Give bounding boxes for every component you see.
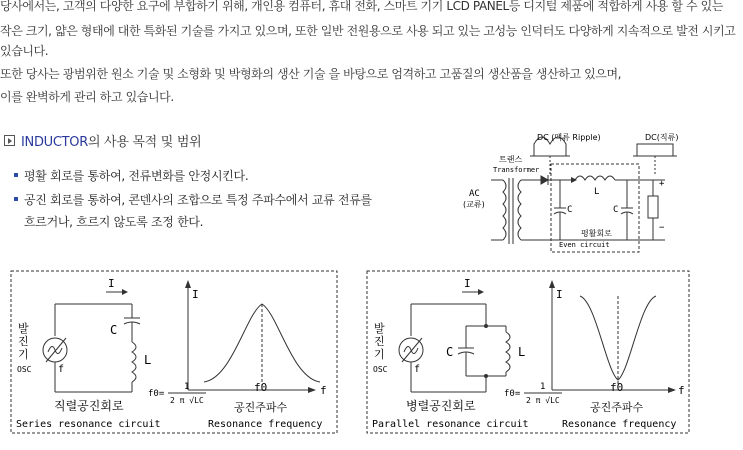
series-f0-label: f0 xyxy=(254,381,268,394)
parallel-osc-kr1: 발 xyxy=(374,322,385,335)
smoothing-circuit-diagram xyxy=(455,128,695,254)
series-title-en: Series resonance circuit xyxy=(16,419,161,430)
series-formula-lhs: f0= xyxy=(148,389,165,399)
ac-label-kr: (교류) xyxy=(463,200,485,209)
series-formula-num: 1 xyxy=(184,382,190,392)
section-title-keyword: INDUCTOR xyxy=(21,135,88,150)
transformer-label-en: Transformer xyxy=(493,166,540,174)
series-current-label: I xyxy=(108,277,115,290)
series-freq-en: Resonance frequency xyxy=(208,419,323,430)
series-axis-f-label: f xyxy=(320,384,327,397)
series-graph-i-label: I xyxy=(192,288,199,301)
parallel-freq-en: Resonance frequency xyxy=(562,419,677,430)
parallel-osc-kr2: 진 xyxy=(374,335,385,348)
parallel-graph-i-label: I xyxy=(556,288,563,301)
dc-waveform xyxy=(637,144,673,156)
parallel-title-en: Parallel resonance circuit xyxy=(372,419,529,430)
parallel-junction-top xyxy=(484,324,488,328)
transformer-label-kr: 트랜스 xyxy=(499,155,523,164)
parallel-x-axis-arrow-icon xyxy=(668,387,676,393)
parallel-f-label: f xyxy=(414,364,421,375)
parallel-osc-kr3: 기 xyxy=(374,348,385,361)
parallel-formula-lhs: f0= xyxy=(504,389,521,399)
parallel-freq-kr: 공진주파수 xyxy=(590,401,644,414)
series-current-arrow-icon xyxy=(122,289,128,295)
dc-label: DC(직류) xyxy=(645,133,679,142)
bullet-dot-icon xyxy=(14,173,18,177)
plus-label: + xyxy=(659,179,665,189)
intro-line-1: 당사에서는, 고객의 다양한 요구에 부합하기 위해, 개인용 컴퓨터, 휴대 전화, 스마트 기기 LCD PANEL등 디지털 제품에 적합하게 사용 할 수 있는 xyxy=(0,0,723,13)
series-osc-kr1: 발 xyxy=(18,322,29,335)
bullet-resonance-cont: 흐르거나, 흐르지 않도록 조정 한다. xyxy=(24,215,204,229)
intro-line-4: 또한 당사는 광범위한 원소 기술 및 소형화 및 박형화의 생산 기술 을 바탕으로 엄격하고 고품질의 생산품을 생산하고 있으며, xyxy=(0,67,622,81)
bullet-smoothing-text: 평활 회로를 통하여, 전류변화를 안정시킨다. xyxy=(24,169,249,183)
ac-label: AC xyxy=(469,189,480,199)
series-y-axis-arrow-icon xyxy=(185,280,191,288)
minus-label: − xyxy=(659,223,665,233)
parallel-current-label: I xyxy=(464,277,471,290)
parallel-l-label: L xyxy=(518,345,526,359)
transformer-primary xyxy=(503,180,506,240)
bullet-smoothing xyxy=(14,167,248,184)
intro-line-2: 작은 크기, 얇은 형태에 대한 특화된 기술를 가지고 있으며, 또한 일반 전원용으로 사용 되고 있는 고성능 인덕터도 다양하게 지속적으로 발전 시키고 xyxy=(0,24,736,38)
series-formula-den: 2 π √LC xyxy=(170,396,204,405)
smoothing-label-kr: 평활회로 xyxy=(581,229,612,238)
transformer-secondary xyxy=(518,180,521,240)
bullet-resonance xyxy=(14,191,372,208)
intro-line-3: 있습니다. xyxy=(0,44,49,58)
c2-label: C xyxy=(613,205,619,215)
parallel-resonance-panel xyxy=(366,270,692,436)
series-osc-kr3: 기 xyxy=(18,348,29,361)
parallel-inductor-coil xyxy=(506,332,510,372)
parallel-osc-label: OSC xyxy=(373,365,388,374)
series-osc-label: OSC xyxy=(17,365,32,374)
arrow-box-icon xyxy=(4,135,15,146)
section-title-rest: 의 사용 목적 및 범위 xyxy=(87,135,202,150)
c1-label: C xyxy=(567,205,573,215)
intro-line-5: 이를 완벽하게 관리 하고 있습니다. xyxy=(0,90,174,104)
series-x-axis-arrow-icon xyxy=(308,387,316,393)
parallel-formula-den: 2 π √LC xyxy=(526,396,560,405)
series-freq-kr: 공진주파수 xyxy=(234,401,288,414)
dc-ripple-label: DC (맥류 Ripple) xyxy=(537,133,601,142)
parallel-y-axis-arrow-icon xyxy=(549,280,555,288)
bullet-dot-icon xyxy=(14,197,18,201)
bullet-resonance-text-1: 공진 회로를 통하여, 콘덴사의 조합으로 특정 주파수에서 교류 전류를 xyxy=(24,193,372,207)
series-inductor-coil xyxy=(132,342,136,382)
parallel-axis-f-label: f xyxy=(678,384,685,397)
inductor-label: L xyxy=(594,187,600,197)
series-title-kr: 직렬공진회로 xyxy=(54,399,124,413)
inductor-coil xyxy=(575,176,615,180)
smoothing-label-en: Even circuit xyxy=(559,241,610,249)
diode-icon xyxy=(541,176,548,184)
parallel-formula-num: 1 xyxy=(540,382,546,392)
parallel-current-arrow-icon xyxy=(478,289,484,295)
load-resistor xyxy=(648,196,658,218)
series-l-label: L xyxy=(144,353,152,367)
series-f-label: f xyxy=(58,364,65,375)
parallel-junction-bottom xyxy=(484,374,488,378)
series-resonance-panel xyxy=(10,270,340,436)
parallel-title-kr: 병렬공진회로 xyxy=(406,399,476,413)
parallel-f0-label: f0 xyxy=(610,381,624,394)
section-title xyxy=(4,131,201,150)
series-osc-kr2: 진 xyxy=(18,335,29,348)
series-c-label: C xyxy=(110,323,118,337)
parallel-c-label: C xyxy=(446,345,454,359)
